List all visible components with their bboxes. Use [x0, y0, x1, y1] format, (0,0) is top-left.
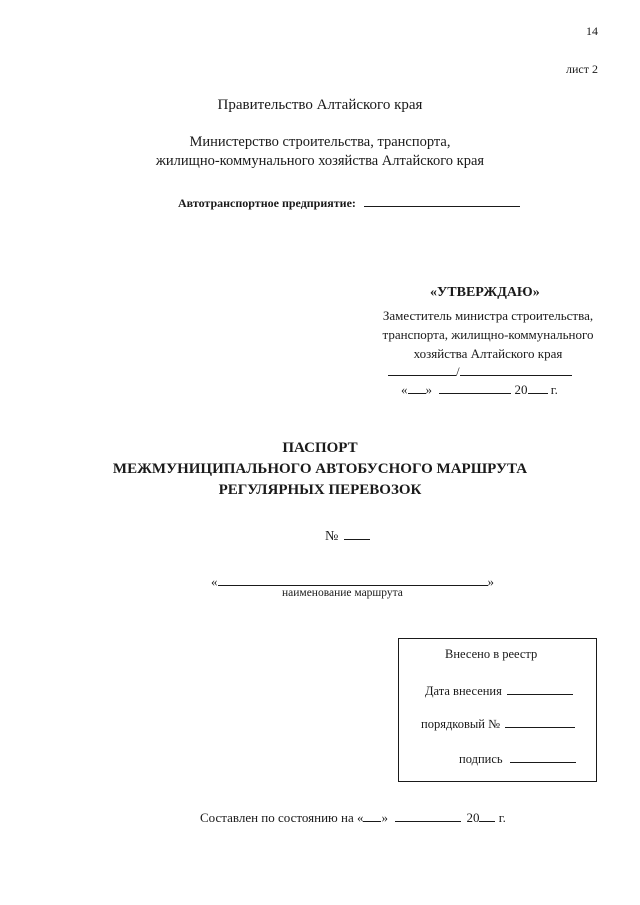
compiled-day-line[interactable]: [363, 808, 381, 822]
approval-year-prefix: 20: [514, 382, 528, 397]
government-name: Правительство Алтайского края: [217, 97, 423, 113]
registry-sign-label: подпись: [459, 752, 503, 766]
passport-number-line[interactable]: [344, 526, 370, 540]
compiled-year-prefix: 20: [466, 810, 480, 825]
approval-position-line-3: хозяйства Алтайского края: [413, 346, 563, 361]
signature-separator: /: [456, 364, 460, 379]
compiled-label: Составлен по состоянию на «: [200, 810, 364, 825]
approval-date-row: [401, 380, 558, 398]
route-close-quote: »: [487, 574, 494, 589]
passport-title: ПАСПОРТ: [282, 440, 358, 456]
route-name-line[interactable]: [218, 572, 488, 586]
registry-box: [398, 638, 597, 782]
approval-title: «УТВЕРЖДАЮ»: [430, 285, 540, 300]
approval-year-line[interactable]: [528, 380, 548, 394]
approval-position-line-1: Заместитель министра строительства,: [382, 308, 594, 323]
passport-number-row: [325, 526, 370, 545]
number-sign: №: [325, 529, 339, 544]
approval-month-line[interactable]: [439, 380, 511, 394]
registry-date-line[interactable]: [507, 681, 573, 695]
ministry-line-1: Министерство строительства, транспорта,: [189, 134, 451, 150]
registry-date-label: Дата внесения: [425, 684, 502, 698]
passport-subtitle-2: РЕГУЛЯРНЫХ ПЕРЕВОЗОК: [218, 482, 422, 498]
page-number: 14: [586, 24, 598, 38]
approval-year-suffix: г.: [550, 382, 558, 397]
approval-day-line[interactable]: [408, 380, 426, 394]
signature-name-line[interactable]: [460, 362, 572, 376]
registry-heading: Внесено в реестр: [445, 647, 538, 661]
registry-seq-label: порядковый №: [421, 717, 501, 731]
compiled-date-row: [200, 808, 506, 826]
compiled-close-quote: »: [381, 810, 388, 825]
compiled-month-line[interactable]: [395, 808, 461, 822]
passport-subtitle-1: МЕЖМУНИЦИПАЛЬНОГО АВТОБУСНОГО МАРШРУТА: [112, 461, 528, 477]
enterprise-field: [178, 193, 520, 212]
route-caption: наименование маршрута: [282, 587, 403, 599]
enterprise-input-line[interactable]: [364, 193, 520, 207]
approval-position-line-2: транспорта, жилищно-коммунального: [382, 327, 594, 342]
approval-position: [370, 306, 606, 363]
compiled-year-line[interactable]: [479, 808, 495, 822]
route-open-quote: «: [211, 574, 218, 589]
registry-sign-line[interactable]: [510, 749, 576, 763]
ministry-line-2: жилищно-коммунального хозяйства Алтайского края: [155, 153, 485, 169]
approval-date-open-quote: «: [401, 382, 408, 397]
registry-seq-row: [421, 714, 575, 732]
sheet-label: лист 2: [566, 62, 598, 76]
registry-seq-line[interactable]: [505, 714, 575, 728]
signature-line[interactable]: [388, 362, 456, 376]
approval-date-close-quote: »: [425, 382, 432, 397]
registry-sign-row: [459, 749, 576, 767]
registry-date-row: [425, 681, 573, 699]
approval-signature-row: [388, 362, 572, 380]
enterprise-label: Автотранспортное предприятие:: [178, 196, 356, 210]
compiled-year-suffix: г.: [498, 810, 506, 825]
